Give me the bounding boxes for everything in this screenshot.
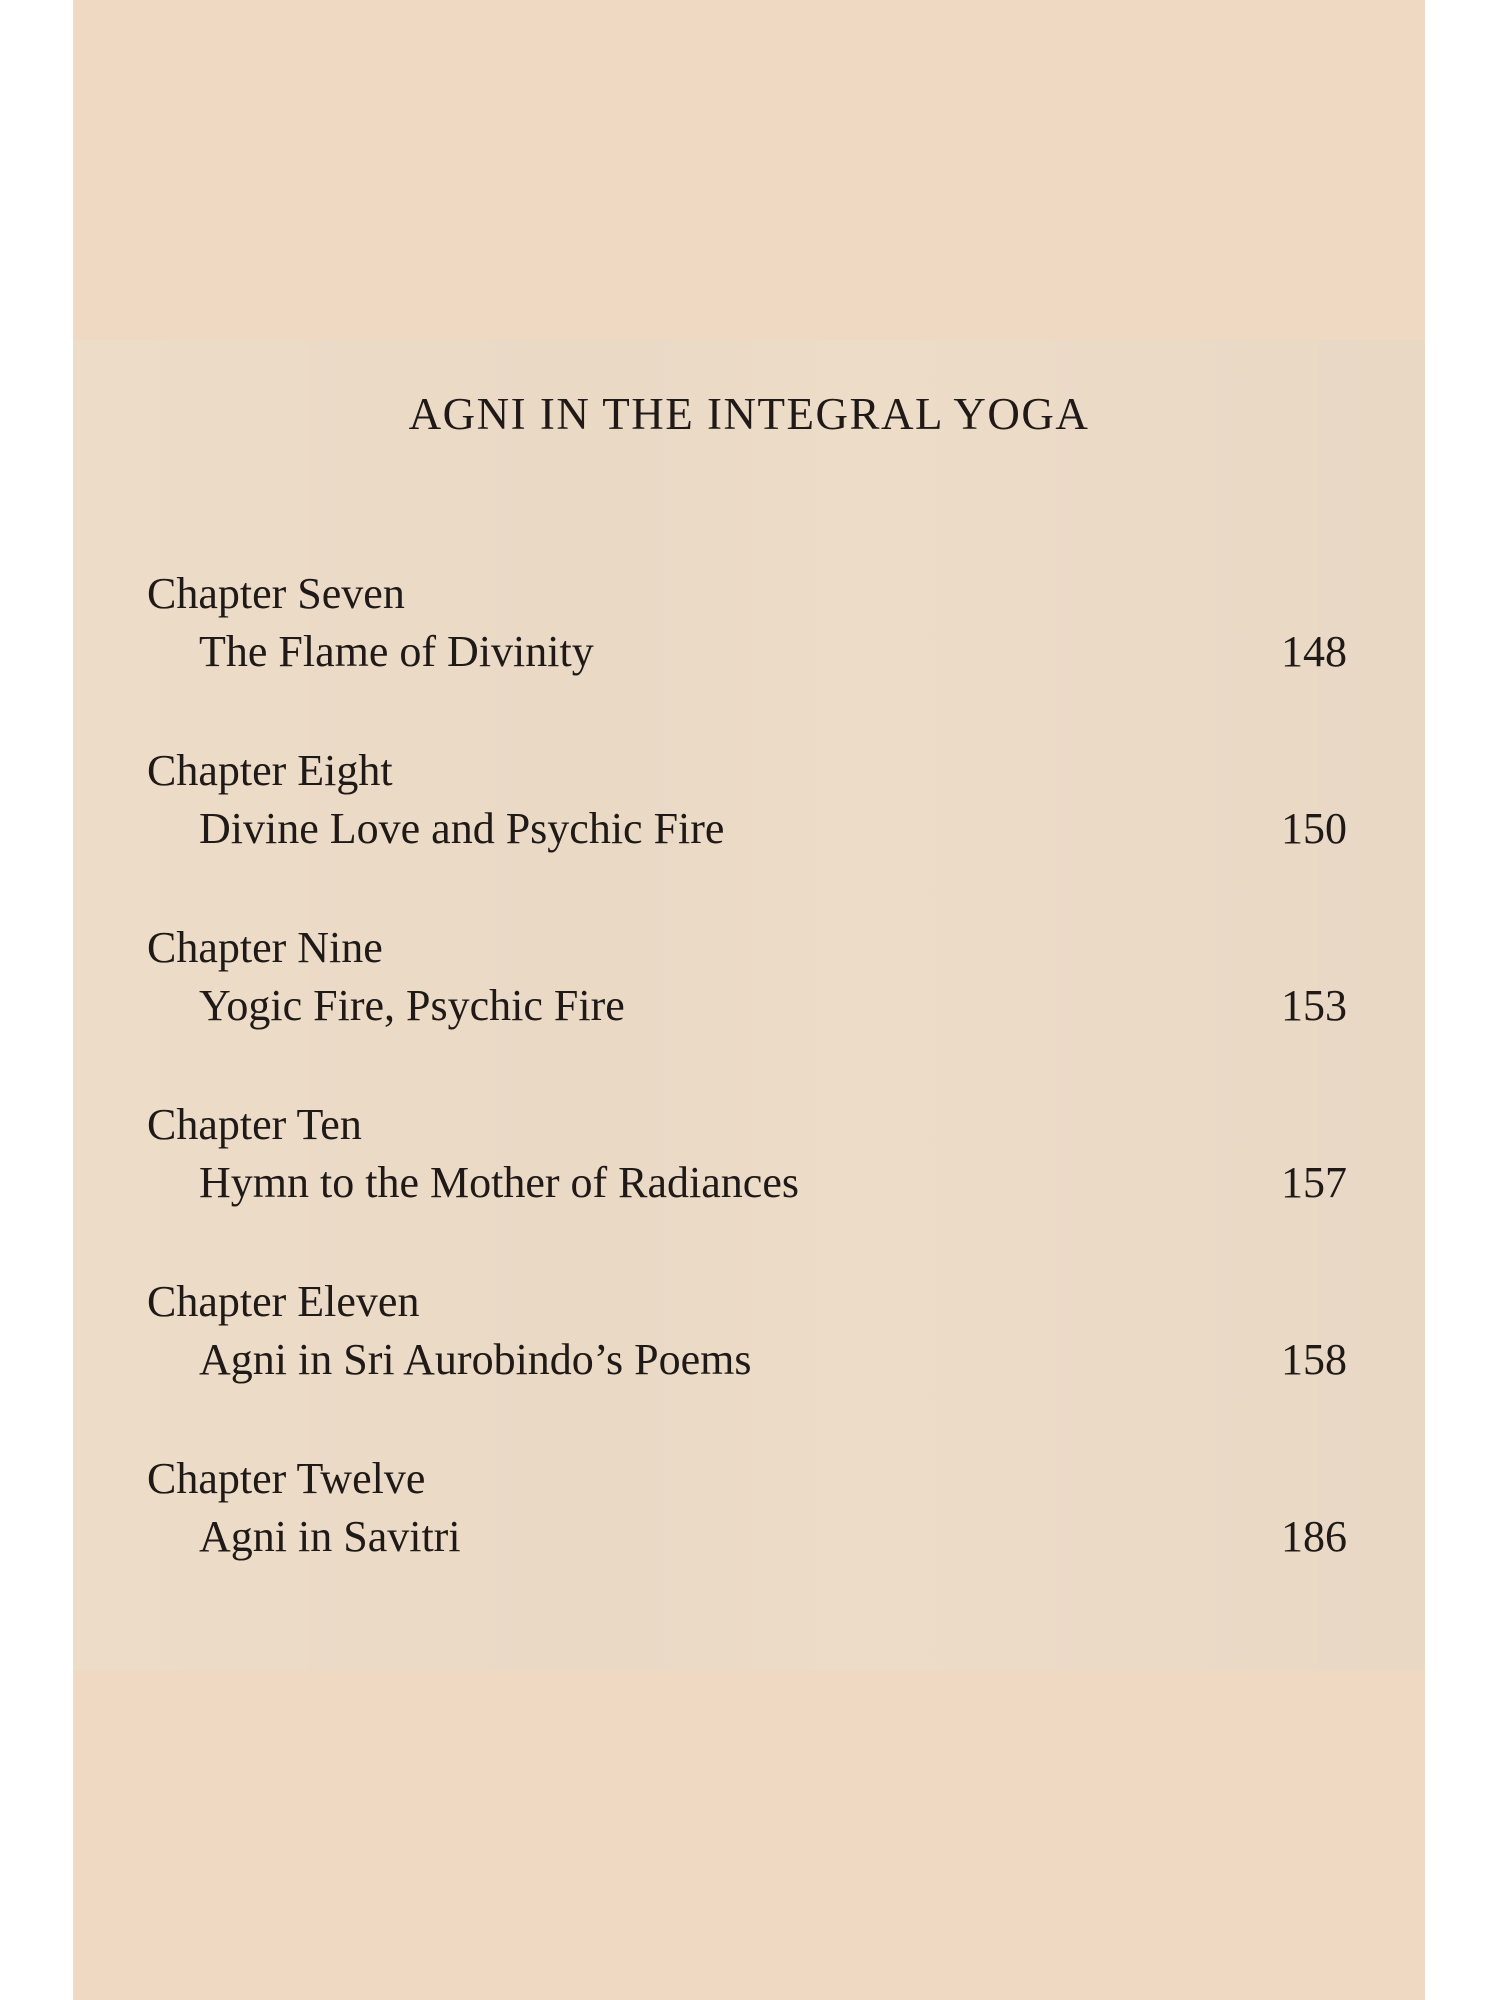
chapter-title: Hymn to the Mother of Radiances xyxy=(199,1158,799,1207)
chapter-title: Agni in Sri Aurobindo’s Poems xyxy=(199,1335,752,1384)
toc-line xyxy=(147,623,1425,681)
chapter-label: Chapter Nine xyxy=(147,923,383,972)
toc-line xyxy=(147,800,1425,858)
toc-line xyxy=(147,1508,1425,1566)
toc-line xyxy=(147,1331,1425,1389)
chapter-title: The Flame of Divinity xyxy=(199,627,594,676)
chapter-label: Chapter Eight xyxy=(147,746,393,795)
toc-line xyxy=(147,1154,1425,1212)
page-number: 148 xyxy=(1281,627,1347,676)
chapter-label: Chapter Seven xyxy=(147,569,405,618)
chapter-label: Chapter Twelve xyxy=(147,1454,426,1503)
toc-entry xyxy=(147,919,1425,1096)
chapter-title: Yogic Fire, Psychic Fire xyxy=(199,981,625,1030)
page-number: 157 xyxy=(1281,1158,1347,1207)
table-of-contents xyxy=(147,565,1425,1627)
toc-entry xyxy=(147,1273,1425,1450)
chapter-title: Divine Love and Psychic Fire xyxy=(199,804,725,853)
page-number: 153 xyxy=(1281,981,1347,1030)
toc-entry xyxy=(147,742,1425,919)
page-number: 186 xyxy=(1281,1512,1347,1561)
toc-entry xyxy=(147,565,1425,742)
book-page xyxy=(73,0,1425,2000)
chapter-label: Chapter Ten xyxy=(147,1100,362,1149)
chapter-title: Agni in Savitri xyxy=(199,1512,461,1561)
chapter-label: Chapter Eleven xyxy=(147,1277,420,1326)
page-number: 158 xyxy=(1281,1335,1347,1384)
toc-line xyxy=(147,977,1425,1035)
section-heading: AGNI IN THE INTEGRAL YOGA xyxy=(408,389,1090,439)
toc-entry xyxy=(147,1450,1425,1627)
toc-entry xyxy=(147,1096,1425,1273)
page-number: 150 xyxy=(1281,804,1347,853)
